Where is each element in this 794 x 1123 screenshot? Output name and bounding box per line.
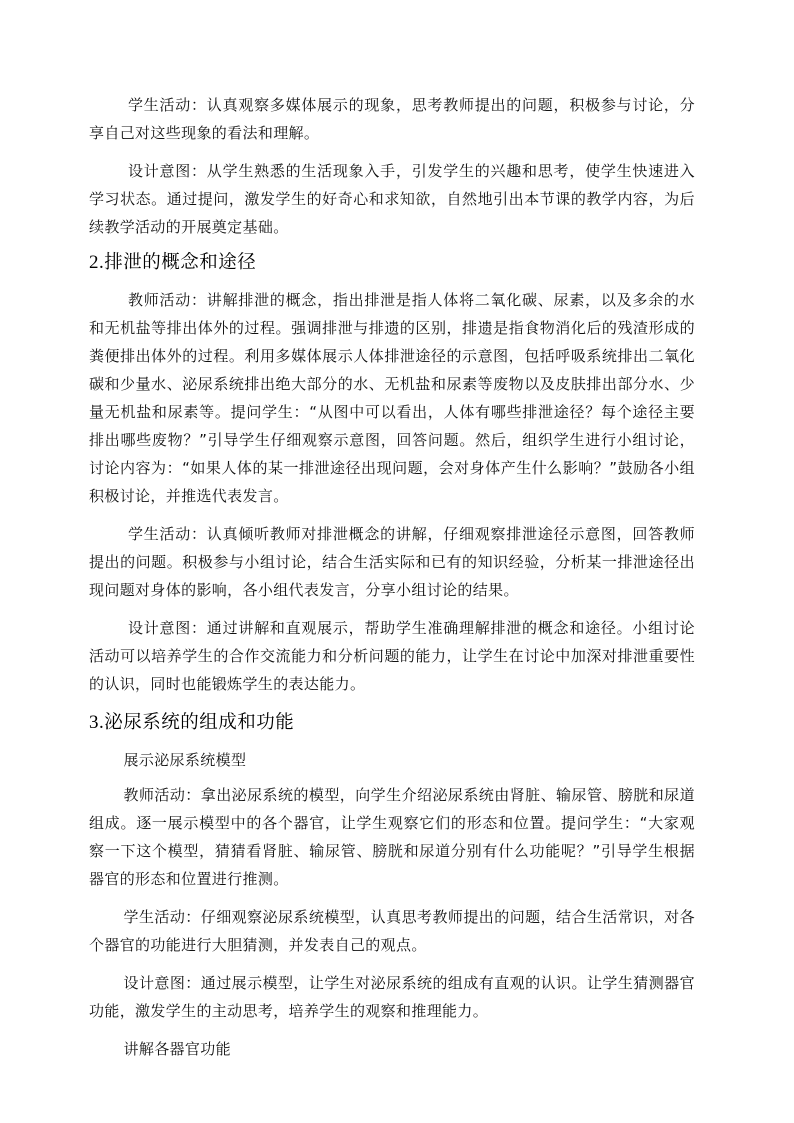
section-3-heading [89, 708, 695, 738]
design-intent-paragraph-2: 设计意图：通过讲解和直观展示，帮助学生准确理解排泄的概念和途径。小组讨论活动可以培养学生的合作交流能力和分析问题的能力，让学生在讨论中加深对排泄重要性的认识，同时也能锻炼学生的表达能力。 [89, 619, 695, 693]
student-activity-paragraph-2: 学生活动：认真倾听教师对排泄概念的讲解，仔细观察排泄途径示意图，回答教师提出的问题。积极参与小组讨论，结合生活实际和已有的知识经验，分析某一排泄途径出现问题对身体的影响，各小组代表发言，分享小组讨论的结果。 [89, 525, 695, 599]
student-activity-paragraph-3: 学生活动：仔细观察泌尿系统模型，认真思考教师提出的问题，结合生活常识，对各个器官的功能进行大胆猜测，并发表自己的观点。 [89, 908, 695, 954]
teacher-activity-paragraph-2: 教师活动：讲解排泄的概念，指出排泄是指人体将二氧化碳、尿素，以及多余的水和无机盐等排出体外的过程。强调排泄与排遗的区别，排遗是指食物消化后的残渣形成的粪便排出体外的过程。利用多媒体展示人体排泄途径的示意图，包括呼吸系统排出二氧化碳和少量水、泌尿系统排出绝大部分的水、无机盐和尿素等废物以及皮肤排出部分水、少量无机盐和尿素等。提问学生：“从图中可以看出，人体有哪些排泄途径？每个途径主要排出哪些废物？”引导学生仔细观察示意图，回答问题。然后，组织学生进行小组讨论，讨论内容为：“如果人体的某一排泄途径出现问题，会对身体产生什么影响？”鼓励各小组积极讨论，并推选代表发言。 [89, 291, 695, 505]
document-body [89, 91, 695, 1063]
design-intent-paragraph-1: 设计意图：从学生熟悉的生活现象入手，引发学生的兴趣和思考，使学生快速进入学习状态。通过提问，激发学生的好奇心和求知欲，自然地引出本节课的教学内容，为后续教学活动的开展奠定基础。 [89, 162, 695, 236]
section-3-number: 3. [89, 712, 105, 733]
student-activity-paragraph-1: 学生活动：认真观察多媒体展示的现象，思考教师提出的问题，积极参与讨论，分享自己对这些现象的看法和理解。 [89, 96, 695, 142]
section-3-title: 泌尿系统的组成和功能 [104, 712, 295, 733]
subheading-explain-organs: 讲解各器官功能 [123, 1040, 231, 1058]
section-2-number: 2. [89, 252, 105, 273]
section-2-heading [89, 248, 695, 278]
subheading-show-model: 展示泌尿系统模型 [123, 751, 247, 769]
teacher-activity-paragraph-3: 教师活动：拿出泌尿系统的模型，向学生介绍泌尿系统由肾脏、输尿管、膀胱和尿道组成。逐一展示模型中的各个器官，让学生观察它们的形态和位置。提问学生：“大家观察一下这个模型，猜猜看肾脏、输尿管、膀胱和尿道分别有什么功能呢？”引导学生根据器官的形态和位置进行推测。 [89, 786, 695, 888]
section-2-title: 排泄的概念和途径 [104, 252, 257, 273]
design-intent-paragraph-3: 设计意图：通过展示模型，让学生对泌尿系统的组成有直观的认识。让学生猜测器官功能，激发学生的主动思考，培养学生的观察和推理能力。 [89, 974, 695, 1020]
